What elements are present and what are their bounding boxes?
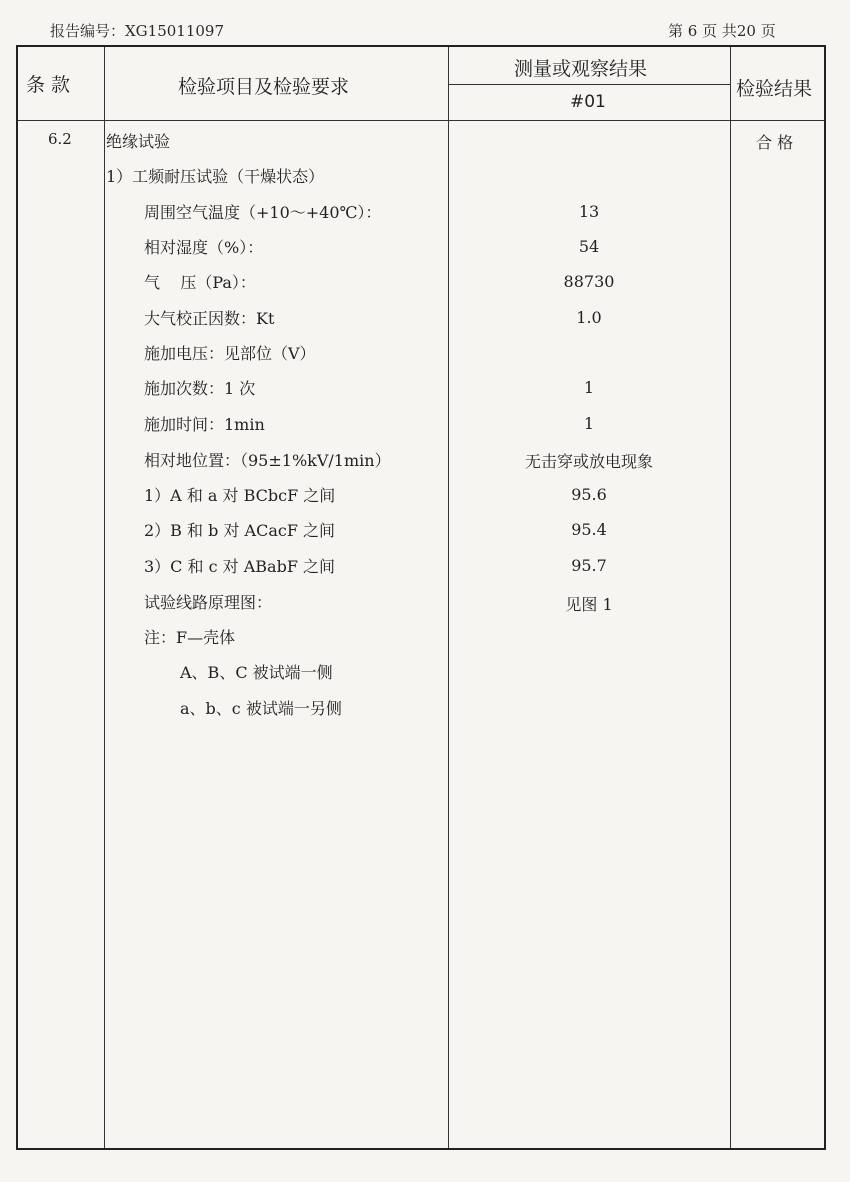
- inspection-table: [16, 45, 826, 1150]
- row-value: 54: [578, 237, 600, 256]
- row-value: 1: [583, 414, 595, 433]
- col-divider-clause: [104, 47, 105, 1148]
- row-item: 1）A 和 a 对 BCbcF 之间: [144, 486, 336, 505]
- row-item: 相对地位置：（95±1%kV/1min）: [144, 451, 391, 470]
- row-value: 88730: [563, 272, 615, 291]
- page-number: 第 6 页 共20 页: [668, 22, 776, 40]
- row-item: 试验线路原理图：: [144, 593, 273, 612]
- row-item: 施加次数：1 次: [144, 379, 256, 398]
- clause-number: 6.2: [48, 130, 72, 148]
- result-value: 合 格: [756, 133, 794, 152]
- row-item: 2）B 和 b 对 ACacF 之间: [144, 521, 336, 540]
- header-divider: [18, 120, 824, 121]
- row-item: 施加时间：1min: [144, 415, 265, 434]
- measure-subdivider: [448, 84, 730, 85]
- col-divider-measure: [730, 47, 731, 1148]
- row-item: 周围空气温度（+10～+40℃）：: [144, 203, 382, 222]
- header-result: 检验结果: [736, 78, 813, 100]
- row-item: 施加电压：见部位（V）: [144, 344, 316, 363]
- row-value: 13: [578, 202, 600, 221]
- row-item: 注：F—壳体: [144, 628, 236, 647]
- row-item: 气 压（Pa）：: [144, 273, 256, 292]
- row-item: 1）工频耐压试验（干燥状态）: [106, 167, 325, 186]
- row-item: 3）C 和 c 对 ABabF 之间: [144, 557, 336, 576]
- report-number: 报告编号：XG15011097: [50, 22, 225, 40]
- header-item: 检验项目及检验要求: [178, 76, 350, 98]
- row-value: 1: [583, 378, 595, 397]
- row-value: 无击穿或放电现象: [524, 452, 653, 471]
- row-item: a、b、c 被试端一另侧: [180, 699, 342, 718]
- header-measure: 测量或观察结果: [514, 58, 648, 80]
- header-sample: #01: [570, 92, 606, 112]
- row-item: A、B、C 被试端一侧: [180, 663, 333, 682]
- row-item: 绝缘试验: [106, 132, 171, 151]
- row-item: 相对湿度（%）：: [144, 238, 264, 257]
- row-value: 95.4: [571, 520, 607, 539]
- row-value: 95.6: [571, 485, 607, 504]
- row-value: 95.7: [571, 556, 607, 575]
- header-clause: 条 款: [26, 74, 71, 96]
- row-value: 见图 1: [565, 595, 613, 614]
- row-value: 1.0: [576, 308, 602, 327]
- row-item: 大气校正因数：Kt: [144, 309, 275, 328]
